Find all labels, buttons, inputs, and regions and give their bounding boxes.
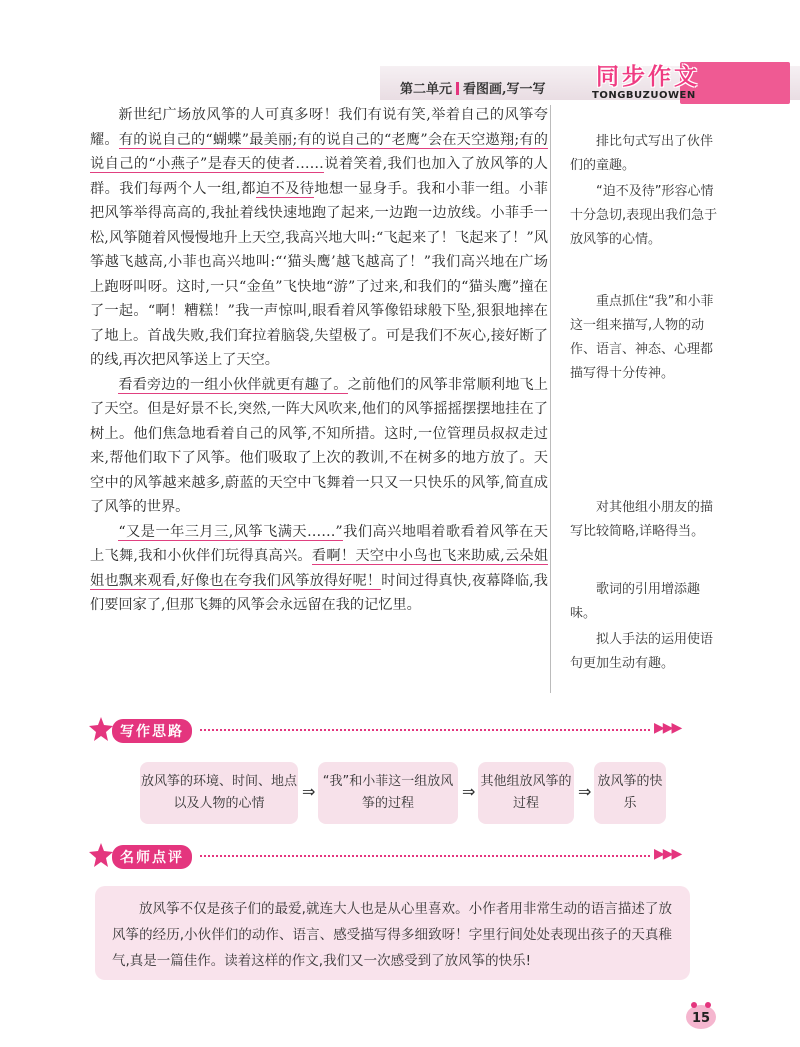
flow-step: 放风筝的快乐 <box>594 762 666 824</box>
margin-note: 重点抓住“我”和小菲这一组来描写,人物的动作、语言、神态、心理都描写得十分传神。 <box>570 294 714 381</box>
chevrons-icon: ▶▶▶ <box>654 846 681 862</box>
section-title-review: 名师点评 <box>112 845 192 869</box>
section-title-writing-idea: 写作思路 <box>112 719 192 743</box>
flow-arrow: ⇒ <box>462 782 476 801</box>
underlined-text: 看啊！天空中小鸟也飞来助威,云朵姐姐也飘来观看,好像也在夸我们风筝放得好呢！ <box>90 548 548 589</box>
flow-step: 放风筝的环境、时间、地点以及人物的心情 <box>140 762 298 824</box>
brand-pinyin: TONGBUZUOWEN <box>592 90 696 101</box>
unit-label <box>400 78 546 97</box>
essay-text: 我们高兴地唱着歌看着风筝在天上飞舞,我和小伙伴们玩得真高兴。 <box>90 523 548 564</box>
essay-body <box>90 103 548 618</box>
essay-text: 说着笑着,我们也加入了放风筝的人群。我们每两个人一组,都 <box>90 156 548 197</box>
brand-title: 同步作文 <box>596 64 700 90</box>
page-number-badge <box>684 1000 718 1030</box>
essay-paragraph-1 <box>90 103 548 373</box>
underlined-text: 看看旁边的一组小伙伴就更有趣了。 <box>118 376 348 393</box>
essay-paragraph-3 <box>90 520 548 618</box>
margin-note: 拟人手法的运用使语句更加生动有趣。 <box>570 632 714 671</box>
page-number: 15 <box>691 1011 711 1026</box>
essay-text: 地想一显身手。我和小菲一组。小菲把风筝举得高高的,我扯着线快速地跑了起来,一边跑一边放线。小菲手一松,风筝随着风慢慢地升上天空,我高兴地大叫:“飞起来了！飞起来了！”风筝越飞越高,小菲也高兴地叫:“‘猫头鹰’越飞越高了！”我们高兴地在广场上跑呀叫呀。这时,一只“金鱼”飞快地“游”了过来,和我们的“猫头鹰”撞在了一起。“啊！糟糕！”我一声惊叫,眼看着风筝像铅球般下坠,狠狠地摔在了地上。首战失败,我们耷拉着脑袋,失望极了。可是我们不灰心,接好断了的线,再次把风筝送上了天空。 <box>90 180 548 368</box>
flow-arrow: ⇒ <box>578 782 592 801</box>
unit-divider <box>456 82 459 95</box>
flow-step: 其他组放风筝的过程 <box>478 762 574 824</box>
underlined-text: “又是一年三月三,风筝飞满天……” <box>118 523 343 540</box>
margin-divider <box>550 105 551 693</box>
margin-note: 歌词的引用增添趣味。 <box>570 582 701 621</box>
star-icon <box>88 842 114 872</box>
unit-number: 第二单元 <box>400 82 453 97</box>
underlined-text: 有的说自己的“蝴蝶”最美丽;有的说自己的“老鹰”会在天空遨翔;有的说自己的“小燕子”是春天的使者…… <box>90 131 548 172</box>
margin-note: “迫不及待”形容心情十分急切,表现出我们急于放风筝的心情。 <box>570 184 718 247</box>
essay-text: 时间过得真快,夜幕降临,我们要回家了,但那飞舞的风筝会永远留在我的记忆里。 <box>90 572 548 613</box>
flow-arrow: ⇒ <box>302 782 316 801</box>
underlined-text: 迫不及待 <box>255 180 315 197</box>
flow-step: “我”和小菲这一组放风筝的过程 <box>318 762 458 824</box>
essay-paragraph-2 <box>90 373 548 520</box>
dotted-rule <box>200 729 650 731</box>
unit-section: 看图画,写一写 <box>463 82 546 97</box>
essay-text: 之前他们的风筝非常顺利地飞上了天空。但是好景不长,突然,一阵大风吹来,他们的风筝摇摇摆摆地挂在了树上。他们焦急地看着自己的风筝,不知所措。这时,一位管理员叔叔走过来,帮他们取下了风筝。他们吸取了上次的教训,不在树多的地方放了。天空中的风筝越来越多,蔚蓝的天空中飞舞着一只又一只快乐的风筝,简直成了风筝的世界。 <box>90 376 548 515</box>
review-text: 放风筝不仅是孩子们的最爱,就连大人也是从心里喜欢。小作者用非常生动的语言描述了放风筝的经历,小伙伴们的动作、语言、感受描写得多细致呀！字里行间处处表现出孩子的天真稚气,真是一篇佳作。读着这样的作文,我们又一次感受到了放风筝的快乐! <box>112 901 672 969</box>
margin-note: 对其他组小朋友的描写比较简略,详略得当。 <box>570 500 714 539</box>
star-icon <box>88 716 114 746</box>
margin-note: 排比句式写出了伙伴们的童趣。 <box>570 134 714 173</box>
chevrons-icon: ▶▶▶ <box>654 720 681 736</box>
essay-text: 新世纪广场放风筝的人可真多呀！我们有说有笑,举着自己的风筝夸耀。 <box>90 107 548 148</box>
dotted-rule <box>200 855 650 857</box>
